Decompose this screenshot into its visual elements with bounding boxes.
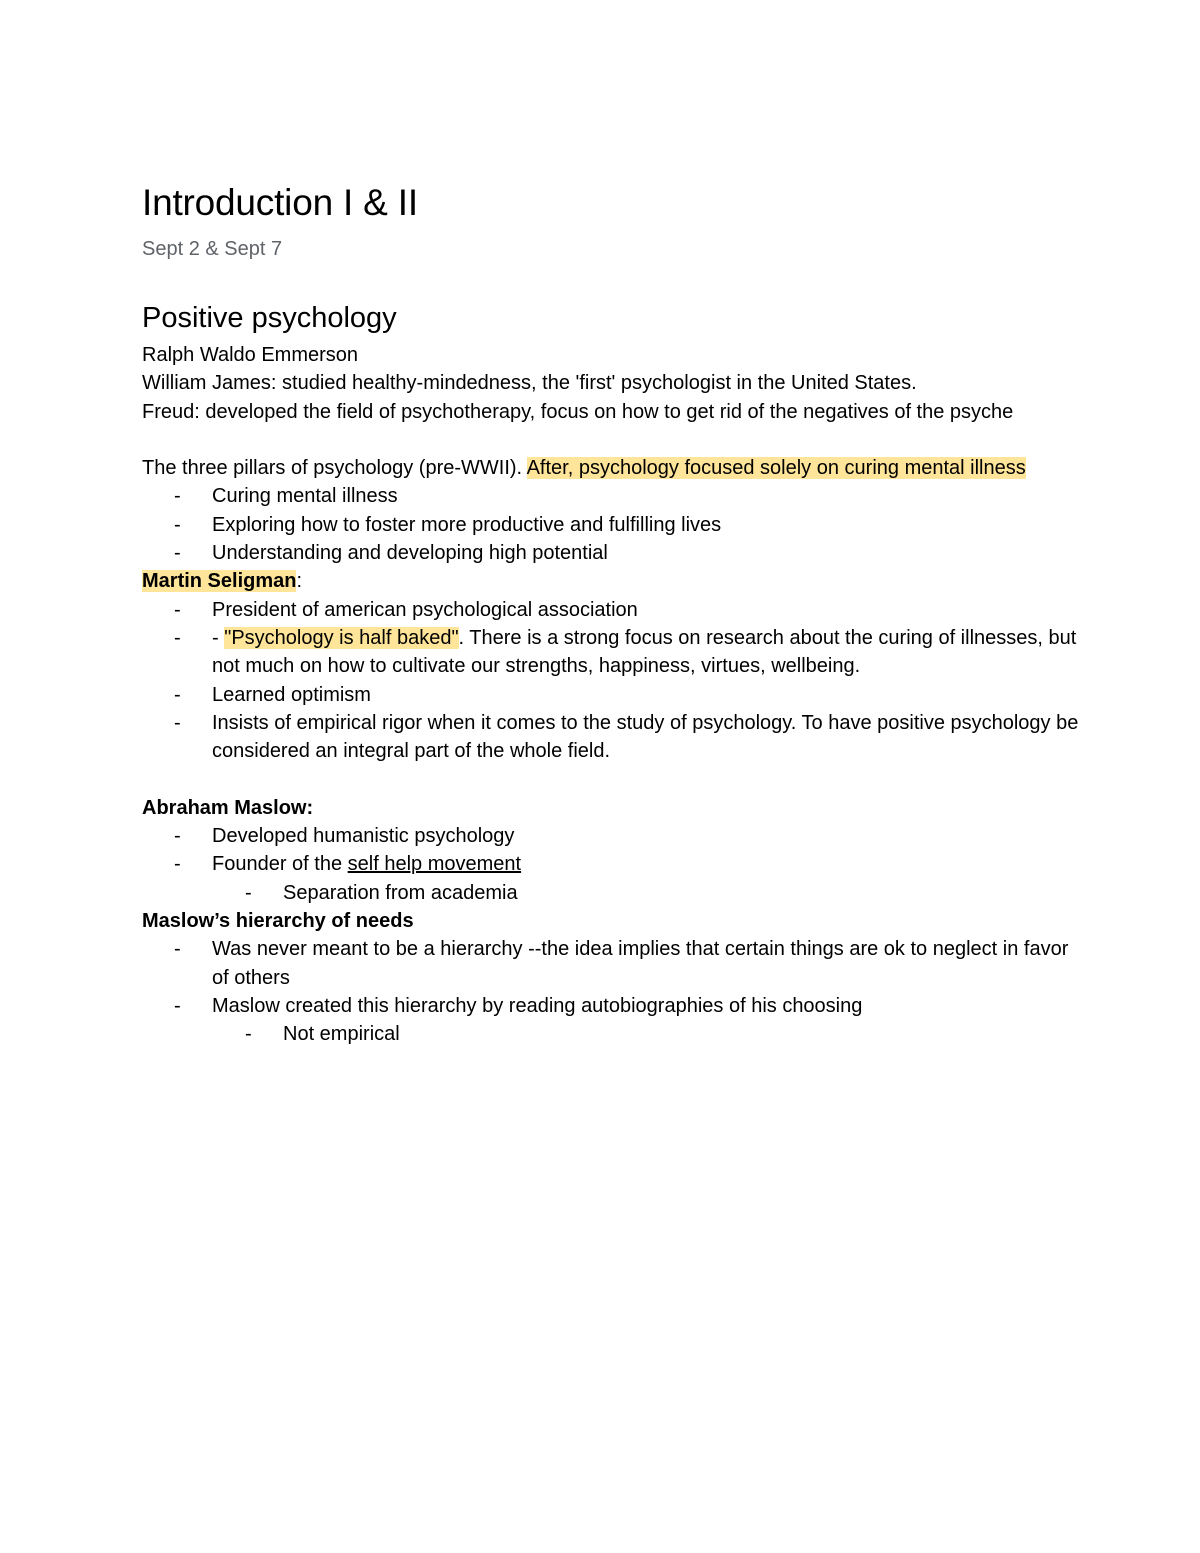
seligman-name: Martin Seligman <box>142 570 297 593</box>
list-item <box>142 482 1082 510</box>
list-item-text: Insists of empirical rigor when it comes to the study of psychology. To have positive psychology be considered an integral part of the whole field. <box>212 711 1079 763</box>
bullet-dash: - <box>174 938 181 961</box>
pillars-paragraph <box>142 454 1082 482</box>
quote-rest: . There is a strong focus on research about the curing of illnesses, but not much on how to cultivate our strengths, happiness, virtues, wellbeing. <box>212 626 1077 678</box>
list-item <box>142 822 1082 850</box>
list-item-text <box>212 850 1082 878</box>
list-item-text: Maslow created this hierarchy by reading autobiographies of his choosing <box>212 994 863 1017</box>
bullet-dash: - <box>174 598 181 621</box>
document-subtitle: Sept 2 & Sept 7 <box>142 238 283 260</box>
list-item <box>142 850 1082 878</box>
list-item <box>142 596 1082 624</box>
bullet-dash: - <box>174 626 181 649</box>
quote-highlight: "Psychology is half baked" <box>224 626 459 649</box>
list-item-text: Was never meant to be a hierarchy --the idea implies that certain things are ok to neglect in favor of others <box>212 938 1069 989</box>
intro-line: Ralph Waldo Emmerson <box>142 344 359 366</box>
sub-list-item-text: Not empirical <box>283 1023 400 1046</box>
bullet-dash: - <box>174 513 181 536</box>
spacer <box>142 765 1082 793</box>
list-item-text: Developed humanistic psychology <box>212 825 515 848</box>
bullet-dash: - <box>174 994 181 1017</box>
list-item <box>142 935 1082 992</box>
list-item-text: Understanding and developing high potential <box>212 542 608 565</box>
list-item-text: Exploring how to foster more productive and fulfilling lives <box>212 513 722 536</box>
quote-prefix: - <box>212 626 225 649</box>
pillars-highlight: After, psychology focused solely on curing mental illness <box>526 457 1026 480</box>
bullet-dash: - <box>174 542 181 565</box>
seligman-heading <box>142 567 1082 595</box>
list-item <box>142 511 1082 539</box>
list-item <box>142 681 1082 709</box>
bullet-dash: - <box>245 881 252 904</box>
sub-list-item <box>142 879 1082 907</box>
intro-line: William James: studied healthy-mindedness, the 'first' psychologist in the United States. <box>142 372 917 395</box>
bullet-dash: - <box>174 683 181 706</box>
list-item-text: Curing mental illness <box>212 485 398 508</box>
self-help-underlined: self help movement <box>347 853 522 876</box>
list-item <box>142 709 1082 766</box>
founder-prefix: Founder of the <box>212 853 348 876</box>
seligman-colon: : <box>296 570 303 593</box>
list-item-text <box>212 624 1082 681</box>
list-item <box>142 624 1082 681</box>
bullet-dash: - <box>174 853 181 876</box>
pillars-lead: The three pillars of psychology (pre-WWII). <box>142 457 527 480</box>
maslow-heading: Abraham Maslow: <box>142 796 314 819</box>
document-title: Introduction I & II <box>142 182 418 223</box>
bullet-dash: - <box>174 711 181 734</box>
hierarchy-heading: Maslow’s hierarchy of needs <box>142 909 414 932</box>
section-heading: Positive psychology <box>142 302 397 334</box>
list-item <box>142 992 1082 1020</box>
list-item-text: Learned optimism <box>212 683 371 706</box>
intro-line: Freud: developed the field of psychotherapy, focus on how to get rid of the negatives of the psyche <box>142 400 1014 423</box>
sub-list-item <box>142 1020 1082 1048</box>
spacer <box>142 426 1082 454</box>
sub-list-item-text: Separation from academia <box>283 881 518 904</box>
bullet-dash: - <box>174 485 181 508</box>
bullet-dash: - <box>174 825 181 848</box>
document-body <box>142 298 1082 1048</box>
list-item-text: President of american psychological association <box>212 598 638 621</box>
list-item <box>142 539 1082 567</box>
bullet-dash: - <box>245 1023 252 1046</box>
